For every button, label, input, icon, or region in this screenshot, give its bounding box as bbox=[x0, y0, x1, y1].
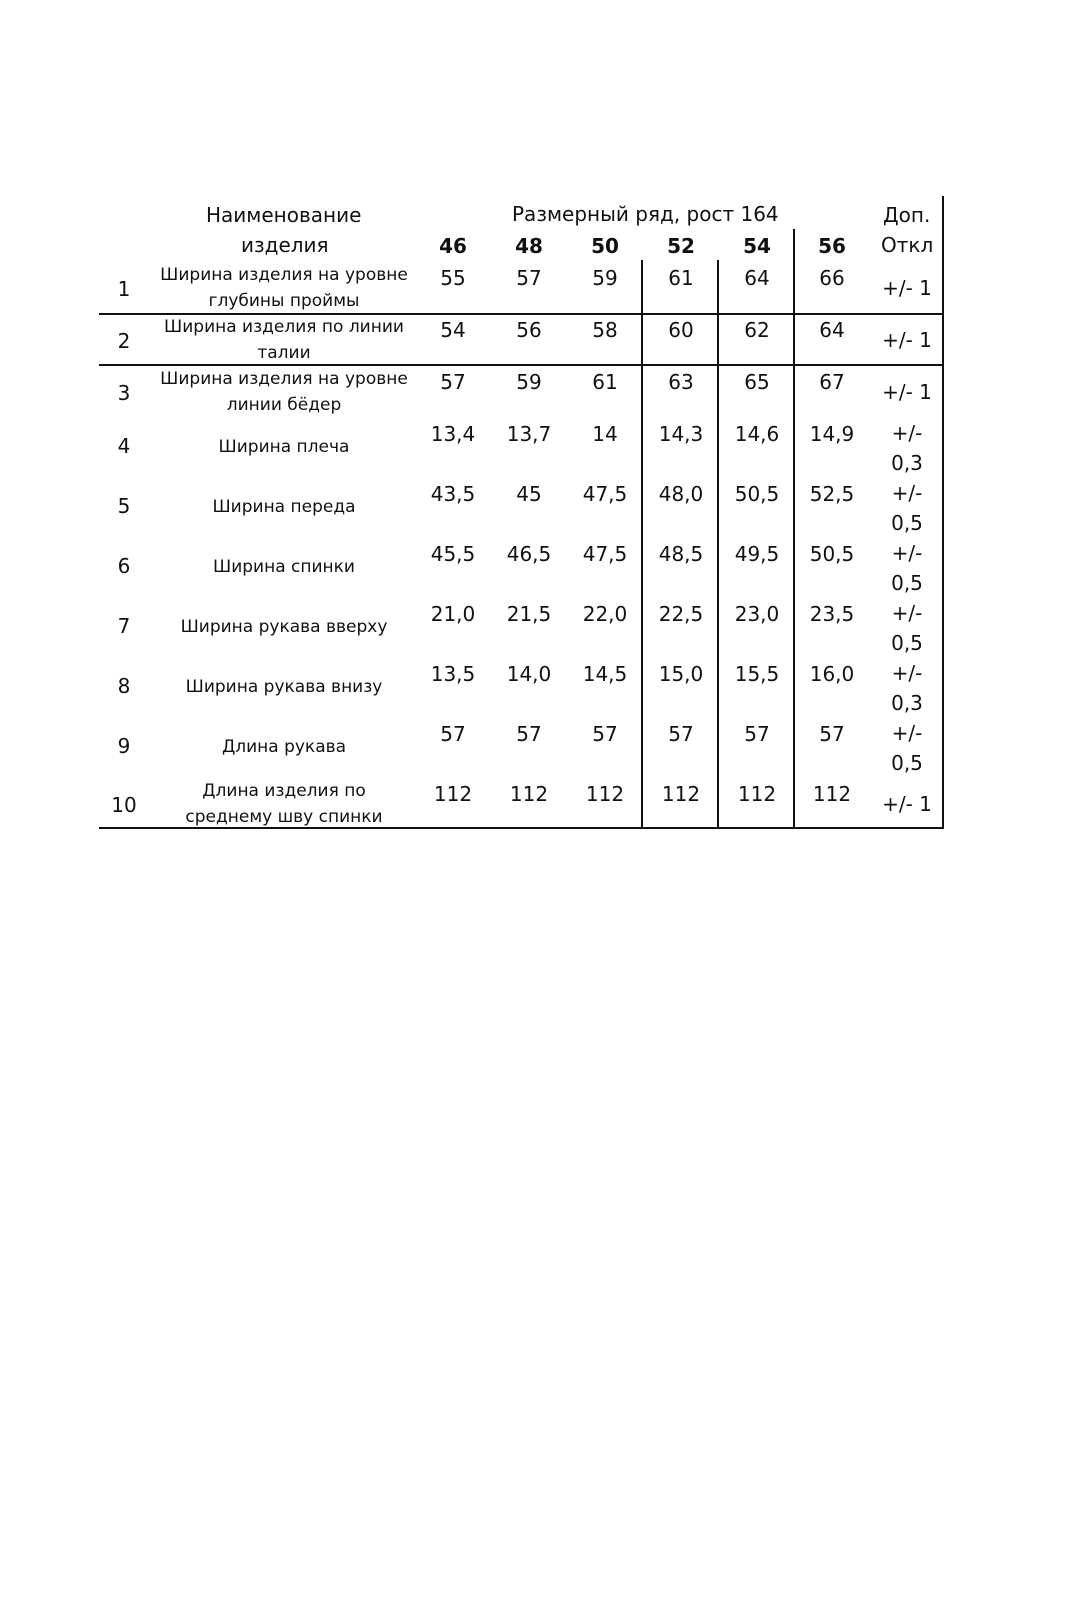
measurement-value: 112 bbox=[661, 782, 701, 806]
measurement-value: 13,5 bbox=[430, 662, 476, 686]
measurement-value: 60 bbox=[668, 318, 694, 342]
measurement-value: 22,0 bbox=[582, 602, 628, 626]
measurement-value: 15,5 bbox=[734, 662, 780, 686]
measurement-value: 61 bbox=[592, 370, 618, 394]
size-header: 46 bbox=[439, 234, 467, 258]
row-number: 4 bbox=[117, 434, 131, 458]
measurement-value: 112 bbox=[585, 782, 625, 806]
measurement-value: 50,5 bbox=[734, 482, 780, 506]
row-number: 3 bbox=[117, 381, 131, 405]
size-header: 52 bbox=[667, 234, 695, 258]
tolerance-value: +/- 1 bbox=[882, 276, 932, 300]
measurement-value: 52,5 bbox=[809, 482, 855, 506]
measurement-value: 64 bbox=[819, 318, 845, 342]
measurement-value: 59 bbox=[516, 370, 542, 394]
tolerance-value: +/- 1 bbox=[882, 792, 932, 816]
tolerance-value: 0,3 bbox=[891, 451, 923, 475]
measurement-name: Ширина изделия на уровне bbox=[160, 265, 408, 285]
measurement-value: 49,5 bbox=[734, 542, 780, 566]
measurement-value: 23,5 bbox=[809, 602, 855, 626]
tolerance-value: +/- 1 bbox=[882, 380, 932, 404]
measurement-value: 23,0 bbox=[734, 602, 780, 626]
measurement-value: 66 bbox=[819, 266, 845, 290]
measurement-name: Ширина рукава внизу bbox=[185, 677, 383, 697]
measurement-value: 14,9 bbox=[809, 422, 855, 446]
tolerance-value: +/- bbox=[891, 661, 923, 685]
measurement-value: 57 bbox=[516, 722, 542, 746]
measurement-value: 14,3 bbox=[658, 422, 704, 446]
header-tolerance-line2: Откл bbox=[881, 233, 934, 257]
measurement-value: 16,0 bbox=[809, 662, 855, 686]
measurement-value: 62 bbox=[744, 318, 770, 342]
measurement-value: 61 bbox=[668, 266, 694, 290]
tolerance-value: 0,3 bbox=[891, 691, 923, 715]
measurement-value: 22,5 bbox=[658, 602, 704, 626]
measurement-name: Ширина плеча bbox=[218, 437, 350, 457]
row-number: 2 bbox=[117, 329, 131, 353]
measurement-value: 13,4 bbox=[430, 422, 476, 446]
measurement-value: 57 bbox=[516, 266, 542, 290]
measurement-name: Длина рукава bbox=[221, 737, 347, 757]
tolerance-value: +/- bbox=[891, 541, 923, 565]
measurement-value: 54 bbox=[440, 318, 466, 342]
size-header: 54 bbox=[743, 234, 771, 258]
measurement-value: 57 bbox=[668, 722, 694, 746]
measurement-value: 47,5 bbox=[582, 482, 628, 506]
header-size-range: Размерный ряд, рост 164 bbox=[512, 202, 779, 226]
row-number: 9 bbox=[117, 734, 131, 758]
size-header: 50 bbox=[591, 234, 619, 258]
measurement-value: 14,0 bbox=[506, 662, 552, 686]
size-header: 56 bbox=[818, 234, 846, 258]
measurement-name: глубины проймы bbox=[208, 291, 360, 311]
row-number: 10 bbox=[111, 793, 137, 817]
measurement-value: 46,5 bbox=[506, 542, 552, 566]
measurement-value: 64 bbox=[744, 266, 770, 290]
measurement-value: 65 bbox=[744, 370, 770, 394]
measurement-value: 43,5 bbox=[430, 482, 476, 506]
row-divider bbox=[99, 313, 944, 315]
measurement-value: 112 bbox=[812, 782, 852, 806]
measurement-value: 47,5 bbox=[582, 542, 628, 566]
row-divider bbox=[99, 364, 944, 366]
measurement-value: 57 bbox=[819, 722, 845, 746]
tolerance-value: +/- bbox=[891, 601, 923, 625]
header-name-line1: Наименование bbox=[206, 203, 362, 227]
measurement-name: талии bbox=[257, 343, 311, 363]
measurement-value: 112 bbox=[433, 782, 473, 806]
measurement-value: 67 bbox=[819, 370, 845, 394]
column-divider bbox=[641, 260, 643, 828]
measurement-name: Ширина изделия на уровне bbox=[160, 369, 408, 389]
tolerance-value: 0,5 bbox=[891, 631, 923, 655]
tolerance-value: +/- bbox=[891, 481, 923, 505]
measurement-name: Ширина переда bbox=[212, 497, 356, 517]
row-number: 8 bbox=[117, 674, 131, 698]
measurement-value: 57 bbox=[592, 722, 618, 746]
column-divider bbox=[717, 260, 719, 828]
measurement-value: 57 bbox=[440, 722, 466, 746]
measurement-name: Ширина спинки bbox=[213, 557, 355, 577]
measurement-value: 14 bbox=[592, 422, 618, 446]
measurement-value: 45,5 bbox=[430, 542, 476, 566]
measurement-value: 13,7 bbox=[506, 422, 552, 446]
tolerance-value: +/- bbox=[891, 421, 923, 445]
measurement-value: 57 bbox=[744, 722, 770, 746]
row-number: 5 bbox=[117, 494, 131, 518]
header-name-line2: изделия bbox=[241, 233, 329, 257]
measurement-name: среднему шву спинки bbox=[185, 807, 383, 827]
measurement-name: линии бёдер bbox=[226, 395, 342, 415]
measurement-value: 14,6 bbox=[734, 422, 780, 446]
measurement-value: 56 bbox=[516, 318, 542, 342]
measurement-value: 112 bbox=[509, 782, 549, 806]
row-number: 6 bbox=[117, 554, 131, 578]
tolerance-value: 0,5 bbox=[891, 751, 923, 775]
tolerance-value: 0,5 bbox=[891, 571, 923, 595]
size-header: 48 bbox=[515, 234, 543, 258]
measurement-value: 63 bbox=[668, 370, 694, 394]
tolerance-value: 0,5 bbox=[891, 511, 923, 535]
tolerance-value: +/- bbox=[891, 721, 923, 745]
measurement-value: 55 bbox=[440, 266, 466, 290]
measurement-value: 15,0 bbox=[658, 662, 704, 686]
measurement-value: 58 bbox=[592, 318, 618, 342]
measurement-value: 57 bbox=[440, 370, 466, 394]
header-tolerance-line1: Доп. bbox=[883, 203, 931, 227]
measurement-value: 48,0 bbox=[658, 482, 704, 506]
measurement-value: 14,5 bbox=[582, 662, 628, 686]
measurement-value: 45 bbox=[516, 482, 542, 506]
tolerance-value: +/- 1 bbox=[882, 328, 932, 352]
measurement-value: 21,0 bbox=[430, 602, 476, 626]
table-bottom-border bbox=[99, 827, 944, 829]
measurement-value: 48,5 bbox=[658, 542, 704, 566]
measurement-name: Длина изделия по bbox=[202, 781, 366, 801]
measurement-value: 21,5 bbox=[506, 602, 552, 626]
row-number: 7 bbox=[117, 614, 131, 638]
measurement-value: 59 bbox=[592, 266, 618, 290]
column-divider bbox=[793, 229, 795, 828]
table-right-border bbox=[942, 196, 944, 828]
measurement-name: Ширина изделия по линии bbox=[164, 317, 404, 337]
measurement-value: 50,5 bbox=[809, 542, 855, 566]
row-number: 1 bbox=[117, 277, 131, 301]
measurement-value: 112 bbox=[737, 782, 777, 806]
measurement-name: Ширина рукава вверху bbox=[180, 617, 388, 637]
